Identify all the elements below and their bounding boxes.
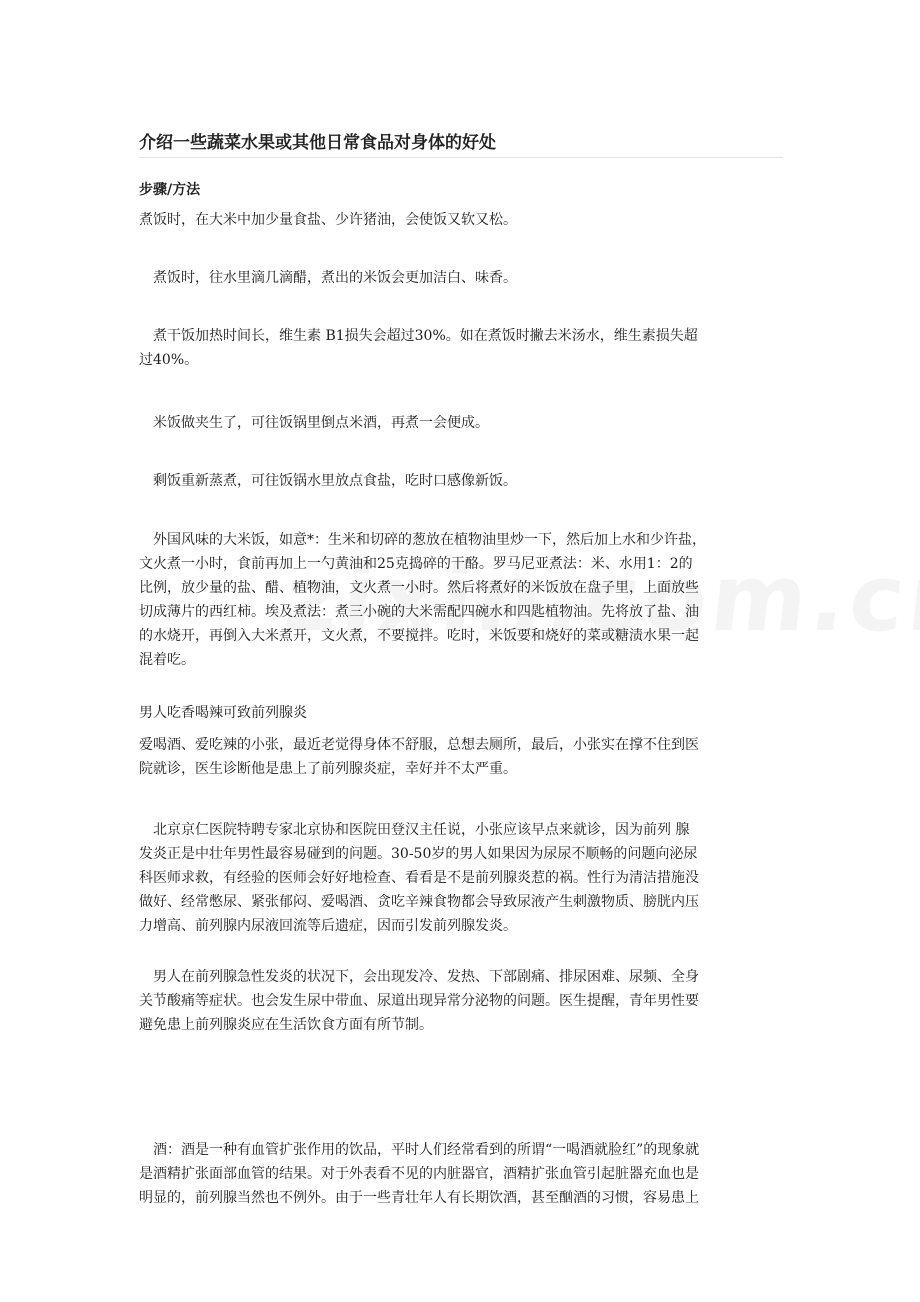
paragraph-symptoms: [139, 965, 783, 1037]
text-line: 科医师求救，有经验的医师会好好地检查、看看是不是前列腺炎惹的祸。性行为清洁措施没: [139, 870, 699, 886]
title-divider: [139, 157, 783, 158]
section-heading: 步骤/方法: [139, 182, 201, 198]
text-line: 北京京仁医院特聘专家北京协和医院田登汉主任说，小张应该早点来就诊，因为前列 腺: [139, 822, 690, 838]
text-line: 爱喝酒、爱吃辣的小张，最近老觉得身体不舒服，总想去厕所，最后，小张实在撑不住到医: [139, 737, 699, 753]
text-line: 是酒精扩张面部血管的结果。对于外表看不见的内脏器官，酒精扩张血管引起脏器充血也是: [139, 1166, 699, 1182]
text-line: 煮饭时，往水里滴几滴醋，煮出的米饭会更加洁白、味香。: [139, 270, 517, 286]
text-line: 发炎正是中壮年男性最容易碰到的问题。30-50岁的男人如果因为尿尿不顺畅的问题向泌尿: [139, 846, 698, 862]
text-line: 剩饭重新蒸煮，可往饭锅水里放点食盐，吃时口感像新饭。: [139, 473, 517, 489]
paragraph-alcohol: [139, 1138, 783, 1210]
paragraph-half-cooked-rice: [139, 411, 783, 435]
text-line: 做好、经常憋尿、紧张郁闷、爱喝酒、贪吃辛辣食物都会导致尿液产生刺激物质、膀胱内压: [139, 894, 699, 910]
text-line: 混着吃。: [139, 652, 195, 668]
text-line: 比例，放少量的盐、醋、植物油，文火煮一小时。然后将煮好的米饭放在盘子里，上面放些: [139, 580, 699, 596]
paragraph-leftover-rice: [139, 469, 783, 493]
text-line: 力增高、前列腺内尿液回流等后遗症，因而引发前列腺发炎。: [139, 918, 517, 934]
text-line: 文火煮一小时，食前再加上一勺黄油和25克捣碎的干酪。罗马尼亚煮法：米、水用1：2的: [139, 556, 693, 572]
text-line: 关节酸痛等症状。也会发生尿中带血、尿道出现异常分泌物的问题。医生提醒，青年男性要: [139, 993, 699, 1009]
paragraph-expert-opinion: [139, 818, 783, 938]
text-line: 明显的，前列腺当然也不例外。由于一些青壮年人有长期饮酒，甚至酗酒的习惯，容易患上: [139, 1190, 699, 1206]
text-line: 男人吃香喝辣可致前列腺炎: [139, 705, 307, 721]
paragraph-vitamin-loss: [139, 324, 783, 372]
text-line: 煮干饭加热时间长，维生素 B1损失会超过30%。如在煮饭时撇去米汤水，维生素损失超: [139, 328, 698, 344]
paragraph-prostatitis-heading: [139, 701, 783, 725]
text-line: 外国风味的大米饭，如意*：生米和切碎的葱放在植物油里炒一下，然后加上水和少许盐，: [139, 532, 706, 548]
text-line: 的水烧开，再倒入大米煮开，文火煮，不要搅拌。吃时，米饭要和烧好的菜或糖渍水果一起: [139, 628, 699, 644]
text-line: 米饭做夹生了，可往饭锅里倒点米酒，再煮一会便成。: [139, 415, 489, 431]
paragraph-foreign-rice: [139, 528, 783, 672]
text-line: 院就诊，医生诊断他是患上了前列腺炎症，幸好并不太严重。: [139, 761, 517, 777]
text-line: 切成薄片的西红柿。埃及煮法：煮三小碗的大米需配四碗水和四匙植物油。先将放了盐、油: [139, 604, 699, 620]
text-line: 过40%。: [139, 352, 199, 368]
paragraph-xiao-zhang: [139, 733, 783, 781]
text-line: 酒：酒是一种有血管扩张作用的饮品，平时人们经常看到的所谓“一喝酒就脸红”的现象就: [139, 1142, 700, 1158]
paragraph-rice-salt: [139, 208, 783, 232]
page-title: 介绍一些蔬菜水果或其他日常食品对身体的好处: [139, 133, 496, 153]
text-line: 男人在前列腺急性发炎的状况下，会出现发冷、发热、下部剧痛、排尿困难、尿频、全身: [139, 969, 699, 985]
text-line: 避免患上前列腺炎应在生活饮食方面有所节制。: [139, 1017, 433, 1033]
text-line: 煮饭时，在大米中加少量食盐、少许猪油，会使饭又软又松。: [139, 212, 517, 228]
paragraph-rice-vinegar: [139, 266, 783, 290]
